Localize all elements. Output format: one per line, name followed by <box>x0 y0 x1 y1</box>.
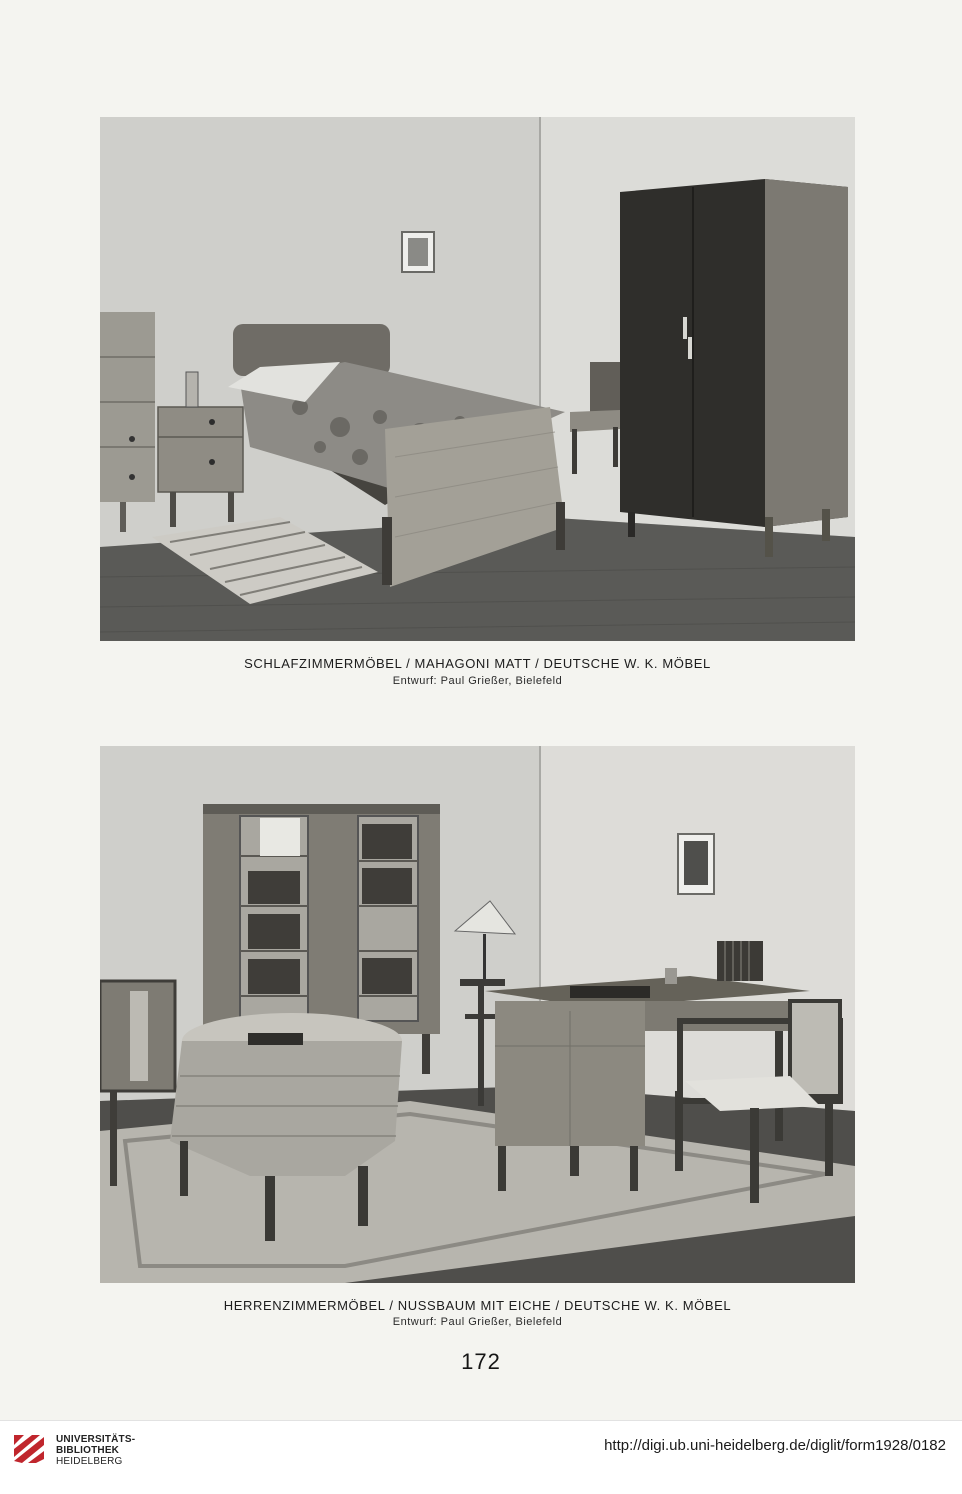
study-illustration <box>100 746 855 1283</box>
library-name <box>56 1434 135 1467</box>
figure-caption: SCHLAFZIMMERMÖBEL / MAHAGONI MATT / DEUTSCHE W. K. MÖBEL <box>244 656 711 671</box>
figure-credit: Entwurf: Paul Grießer, Bielefeld <box>392 1316 563 1328</box>
library-name-line1: UNIVERSITÄTS- <box>56 1434 136 1445</box>
study-photo <box>100 746 855 1283</box>
library-name-line3: HEIDELBERG <box>56 1456 123 1467</box>
library-footer <box>0 1420 962 1494</box>
bedroom-illustration <box>100 117 855 641</box>
page-number: 172 <box>461 1349 501 1374</box>
bedroom-photo <box>100 117 855 641</box>
library-name-line2: BIBLIOTHEK <box>56 1445 120 1456</box>
figure-caption: HERRENZIMMERMÖBEL / NUSSBAUM MIT EICHE / DEUTSCHE W. K. MÖBEL <box>223 1298 732 1313</box>
figure-credit: Entwurf: Paul Grießer, Bielefeld <box>392 675 563 687</box>
library-logo-icon <box>10 1431 52 1471</box>
source-url[interactable]: http://digi.ub.uni-heidelberg.de/diglit/form1928/0182 <box>604 1437 946 1454</box>
